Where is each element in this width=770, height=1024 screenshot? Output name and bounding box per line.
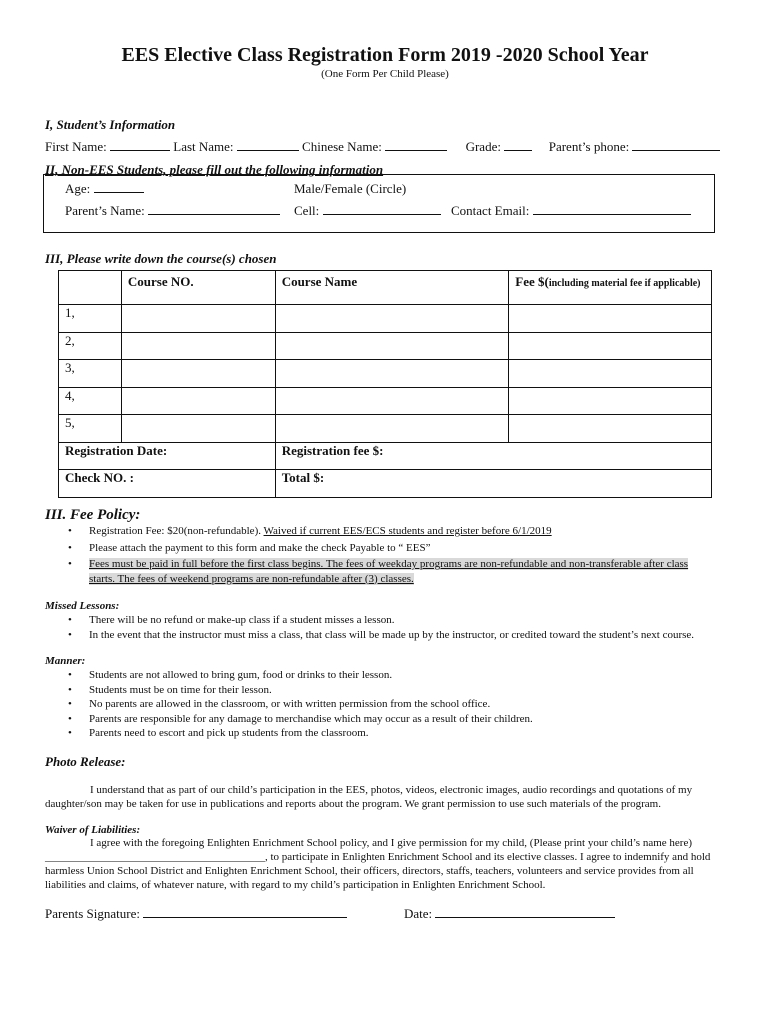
table-row	[59, 387, 712, 415]
waiver-line-4: liabilities and claims, of whatever nature, with regard to my child’s participation in Enlighten Enrichment School.	[45, 879, 546, 891]
grade-field[interactable]	[504, 140, 532, 151]
table-row	[59, 415, 712, 443]
parents-signature-row	[45, 906, 347, 922]
cell-field[interactable]	[323, 204, 441, 215]
parent-phone-label: Parent’s phone:	[548, 139, 630, 154]
parent-name-row	[65, 203, 280, 219]
registration-date-cell[interactable]: Registration Date:	[59, 442, 276, 470]
list-item: • No parents are allowed in the classroom, or with written permission from the school office.	[64, 697, 724, 712]
child-name-field[interactable]: ________________________________________	[45, 851, 265, 863]
list-item: • In the event that the instructor must miss a class, that class will be made up by the instructor, or credited toward the student’s next course.	[64, 628, 724, 643]
grade-label: Grade:	[465, 139, 501, 154]
course-no-cell[interactable]	[121, 332, 275, 360]
waiver-line-2	[45, 851, 710, 863]
first-name-field[interactable]	[110, 140, 170, 151]
registration-fee-cell[interactable]: Registration fee $:	[275, 442, 711, 470]
fee-cell[interactable]	[509, 415, 712, 443]
form-title: EES Elective Class Registration Form 2019 -2020 School Year	[121, 44, 649, 66]
list-item: • Parents are responsible for any damage to merchandise which may occur as a result of their children.	[64, 712, 724, 727]
fee-item-2-text: Please attach the payment to this form and make the check Payable to “ EES”	[89, 541, 431, 554]
fee-cell[interactable]	[509, 387, 712, 415]
manner-list	[64, 668, 724, 741]
course-no-cell[interactable]	[121, 415, 275, 443]
list-item: • Students are not allowed to bring gum, food or drinks to their lesson.	[64, 668, 724, 683]
student-info-heading: I, Student’s Information	[45, 117, 176, 132]
course-name-cell[interactable]	[275, 305, 509, 333]
photo-release-line-1: I understand that as part of our child’s participation in the EES, photos, videos, electronic images, audio recordings and quotations of my	[90, 784, 693, 796]
courses-header-row	[59, 271, 712, 305]
col-fee-note: including material fee if applicable)	[548, 278, 701, 289]
col-course-name: Course Name	[275, 271, 509, 305]
course-no-cell[interactable]	[121, 387, 275, 415]
student-info-row	[45, 139, 720, 155]
registration-row	[59, 442, 712, 470]
fee-cell[interactable]	[509, 332, 712, 360]
row-number: 1,	[59, 305, 122, 333]
cell-label: Cell:	[294, 203, 320, 218]
parent-name-label: Parent’s Name:	[65, 203, 145, 218]
row-number: 4,	[59, 387, 122, 415]
fee-policy-heading: III. Fee Policy:	[45, 507, 141, 523]
list-item	[64, 557, 724, 586]
courses-heading: III, Please write down the course(s) chosen	[45, 251, 277, 266]
photo-release-line-2: daughter/son may be taken for use in publications and reports about the program. We grant permission to use such materials of the program.	[45, 798, 661, 810]
waiver-heading: Waiver of Liabilities:	[45, 824, 141, 836]
course-name-cell[interactable]	[275, 332, 509, 360]
table-row	[59, 305, 712, 333]
fee-item-1-underlined: Waived if current EES/ECS students and register before 6/1/2019	[263, 525, 552, 537]
last-name-label: Last Name:	[173, 139, 234, 154]
col-fee	[509, 271, 712, 305]
gender-label[interactable]: Male/Female (Circle)	[294, 181, 407, 196]
header-blank-cell	[59, 271, 122, 305]
chinese-name-label: Chinese Name:	[302, 139, 382, 154]
list-item: • Parents need to escort and pick up students from the classroom.	[64, 726, 724, 741]
photo-release-heading: Photo Release:	[45, 754, 126, 769]
age-field[interactable]	[94, 182, 144, 193]
missed-lessons-heading: Missed Lessons:	[45, 600, 120, 612]
check-no-cell[interactable]: Check NO. :	[59, 470, 276, 498]
first-name-label: First Name:	[45, 139, 107, 154]
fee-item-3-line-2: starts. The fees of weekend programs are non-refundable after (3) classes.	[89, 572, 414, 585]
waiver-line-2-text: , to participate in Enlighten Enrichment School and its elective classes. I agree to indemnify and hold	[265, 851, 711, 863]
total-cell[interactable]: Total $:	[275, 470, 711, 498]
cell-row	[294, 203, 441, 219]
fee-policy-list	[64, 524, 724, 586]
fee-item-3-line-1: Fees must be paid in full before the first class begins. The fees of weekday programs are non-refundable and non-transferable after class	[89, 558, 689, 570]
course-no-cell[interactable]	[121, 360, 275, 388]
parents-signature-field[interactable]	[143, 906, 347, 918]
col-course-no: Course NO.	[121, 271, 275, 305]
non-ees-heading: II, Non-EES Students, please fill out the following information	[45, 162, 384, 177]
email-row	[451, 203, 691, 219]
course-name-cell[interactable]	[275, 415, 509, 443]
missed-lessons-list	[64, 613, 724, 642]
last-name-field[interactable]	[237, 140, 299, 151]
course-name-cell[interactable]	[275, 360, 509, 388]
list-item	[64, 524, 724, 539]
fee-cell[interactable]	[509, 305, 712, 333]
date-row	[404, 906, 615, 922]
date-label: Date:	[404, 906, 433, 921]
form-subtitle: (One Form Per Child Please)	[321, 68, 449, 80]
list-item: • There will be no refund or make-up class if a student misses a lesson.	[64, 613, 724, 628]
age-row	[65, 181, 144, 197]
check-row	[59, 470, 712, 498]
parent-name-field[interactable]	[148, 204, 280, 215]
manner-heading: Manner:	[45, 655, 86, 667]
chinese-name-field[interactable]	[385, 140, 447, 151]
waiver-line-3: harmless Union School District and Enlighten Enrichment School, their officers, directors, staffs, teachers, volunteers and service provides from all	[45, 865, 694, 877]
course-no-cell[interactable]	[121, 305, 275, 333]
table-row	[59, 360, 712, 388]
list-item: • Students must be on time for their lesson.	[64, 683, 724, 698]
row-number: 2,	[59, 332, 122, 360]
parents-signature-label: Parents Signature:	[45, 906, 140, 921]
fee-item-1-text: Registration Fee: $20(non-refundable).	[89, 525, 264, 537]
row-number: 5,	[59, 415, 122, 443]
course-name-cell[interactable]	[275, 387, 509, 415]
waiver-line-1: I agree with the foregoing Enlighten Enrichment School policy, and I give permission for my child, (Please print your child’s name here)	[90, 837, 692, 849]
row-number: 3,	[59, 360, 122, 388]
email-field[interactable]	[533, 204, 691, 215]
age-label: Age:	[65, 181, 91, 196]
date-field[interactable]	[435, 906, 615, 918]
table-row	[59, 332, 712, 360]
fee-cell[interactable]	[509, 360, 712, 388]
parent-phone-field[interactable]	[632, 140, 720, 151]
list-item	[64, 541, 724, 556]
courses-table	[58, 270, 712, 498]
col-fee-label: Fee $(	[515, 274, 549, 289]
email-label: Contact Email:	[451, 203, 530, 218]
